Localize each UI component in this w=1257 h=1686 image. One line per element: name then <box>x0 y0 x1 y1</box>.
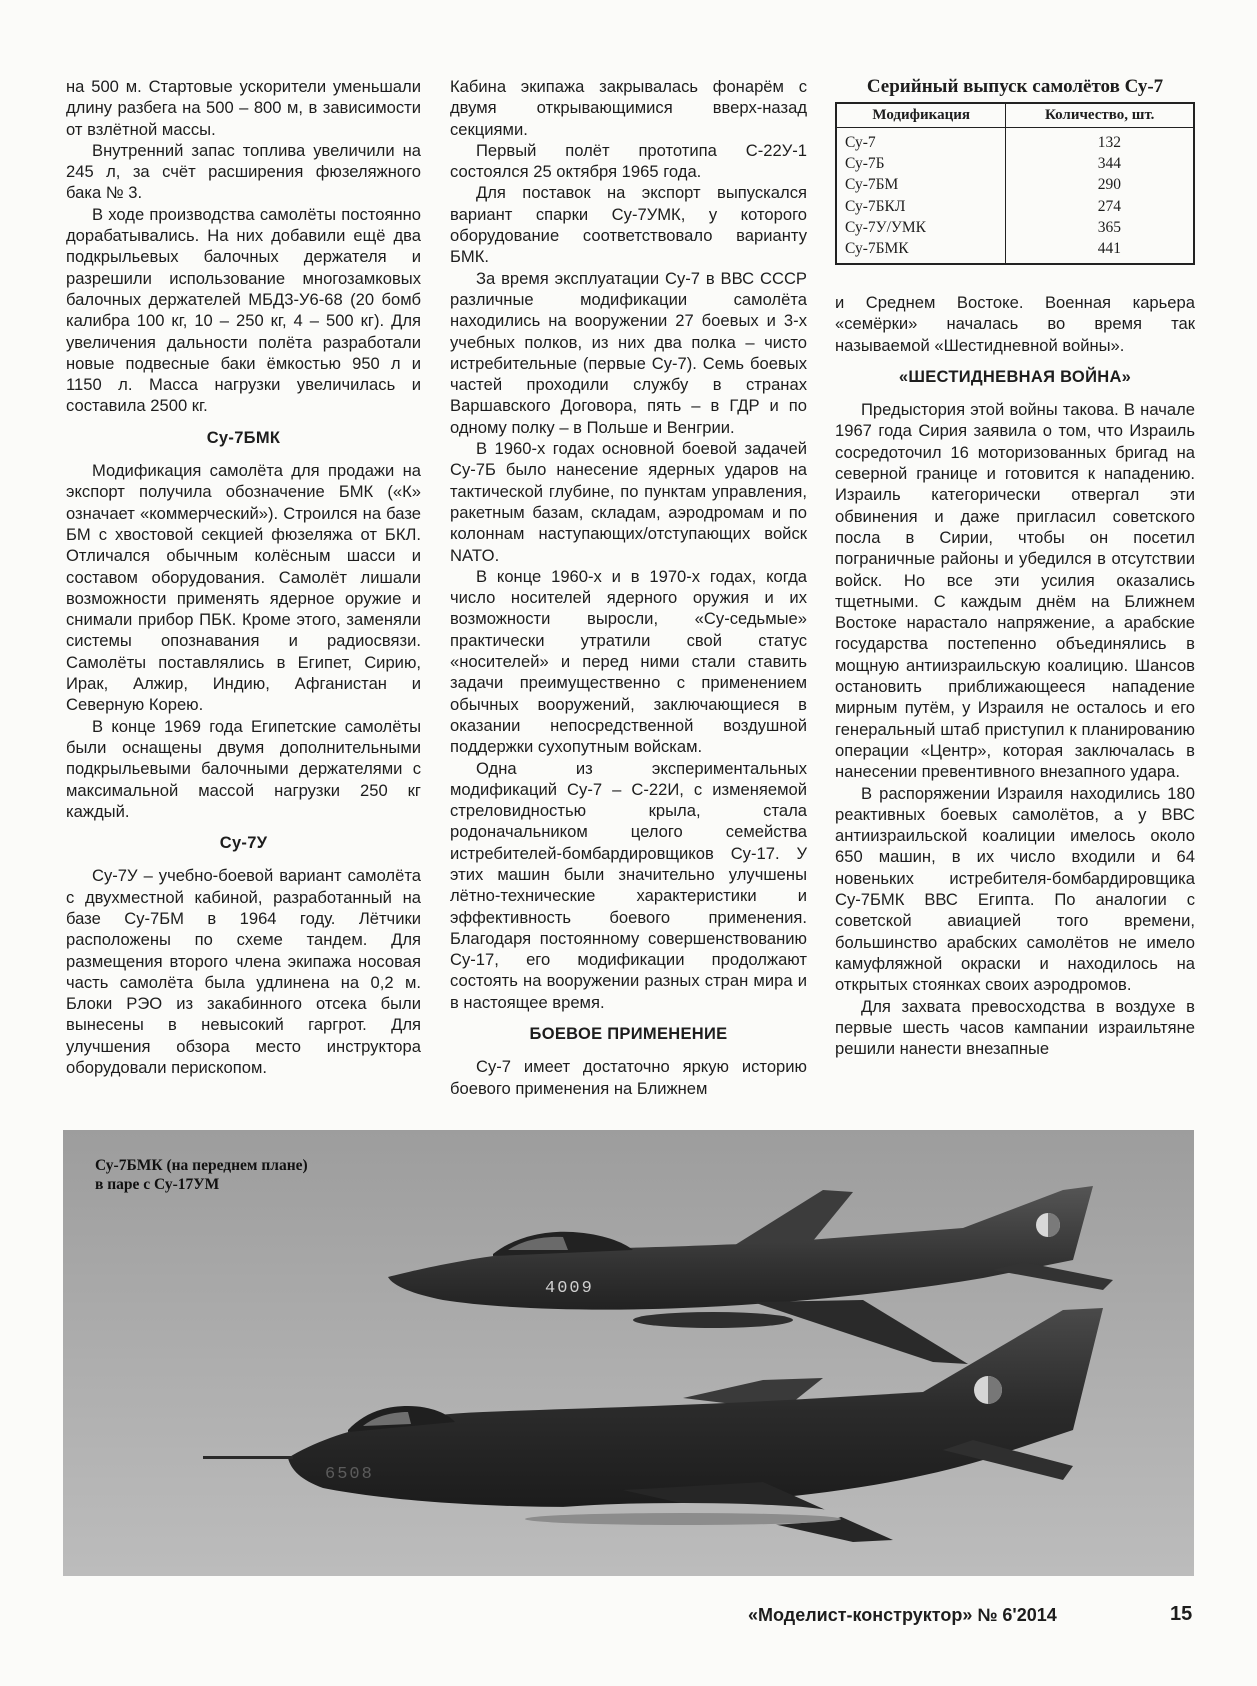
table-title: Серийный выпуск самолётов Су-7 <box>866 76 1164 97</box>
paragraph: Первый полёт прототипа С-22У-1 состоялся 25 октября 1965 года. <box>450 140 807 182</box>
paragraph: В 1960-х годах основной боевой задачей Су-7Б было нанесение ядерных ударов на тактической глубине, по пунктам управления, ракетным базам, складам, аэродромам и по колоннам наступающих/отступающих войск NATO. <box>450 439 807 565</box>
paragraph: В распоряжении Израиля находились 180 реактивных боевых самолётов, а у ВВС антиизраильской коалиции имелось около 650 машин, в их число входили и 64 новеньких истребителя-бомбардировщика Су-7БМК ВВС Египта. По аналогии с советской авиацией того времени, большинство арабских самолётов не имело камуфляжной окраски и находилось на открытых стоянках своих аэродромов. <box>835 783 1195 995</box>
table-cell: 290 <box>1097 176 1121 194</box>
table-row <box>836 217 1194 238</box>
table-header-quantity: Количество, шт. <box>1006 103 1194 128</box>
section-heading-su7bmk: Су-7БМК <box>206 428 281 447</box>
paragraph: Одна из экспериментальных модификаций Су-7 – С-22И, с изменяемой стреловидностью крыла, стала родоначальником целого семейства истребителей-бомбардировщиков Су-17. У этих машин были значительно улучшены лётно-технические характеристики и эффективность боевого применения. Благодаря постоянному совершенствованию Су-17, его модификации продолжают состоять на вооружении разных стран мира и в настоящее время. <box>450 758 807 1012</box>
caption-line: в паре с Су-17УМ <box>95 1176 220 1193</box>
table-cell: 132 <box>1097 134 1121 151</box>
serial-production-table <box>835 102 1195 265</box>
photo-caption <box>95 1156 308 1194</box>
table-cell: Су-7Б <box>836 153 1006 174</box>
paragraph: Для поставок на экспорт выпускался вариант спарки Су-7УМК, у которого оборудование соответствовало варианту БМК. <box>450 183 807 267</box>
table-cell: Су-7БКЛ <box>836 196 1006 217</box>
table-cell: 441 <box>1097 240 1121 258</box>
paragraph: и Среднем Востоке. Военная карьера «семёрки» началась во время так называемой «Шестидневной войны». <box>835 293 1195 355</box>
text-column-middle <box>450 76 807 1099</box>
paragraph: В ходе производства самолёты постоянно дорабатывались. На них добавили ещё два подкрыльевых балочных держателя и разрешили использование многозамковых балочных держателей МБД3-У6-68 (20 бомб калибра 100 кг, 10 – 250 кг, 4 – 500 кг). Для увеличения дальности полёта разработали новые подвесные баки ёмкостью 950 л и 1150 л. Масса нагрузки увеличилась и составила 2500 кг. <box>66 204 421 416</box>
table-row <box>836 196 1194 217</box>
paragraph: За время эксплуатации Су-7 в ВВС СССР различные модификации самолёта находились на вооружении 27 боевых и 3-х учебных полков, из них два полка – чисто истребительные (первые Су-7). Семь боевых частей проходили службу в странах Варшавского Договора, пять – в ГДР и по одному полку – в Польше и Венгрии. <box>450 268 807 437</box>
paragraph: В конце 1969 года Египетские самолёты были оснащены двумя дополнительными подкрыльевыми балочными держателями с максимальной массой нагрузки 250 кг каждый. <box>66 716 421 821</box>
paragraph: на 500 м. Стартовые ускорители уменьшали длину разбега на 500 – 800 м, в зависимости от взлётной массы. <box>66 77 421 139</box>
table-cell: 274 <box>1097 197 1121 215</box>
table-row <box>836 174 1194 195</box>
section-heading-six-day-war: «ШЕСТИДНЕВНАЯ ВОЙНА» <box>898 367 1132 386</box>
paragraph: Предыстория этой войны такова. В начале 1967 года Сирия заявила о том, что Израиль сосредоточил 16 моторизованных бригад на северной границе и готовится к нападению. Израиль категорически отвергал эти обвинения и даже пригласил советского посла в Сирии, чтобы он посетил пограничные районы и убедился в отсутствии войск. Но все эти усилия оказались тщетными. С каждым днём на Ближнем Востоке нарастало напряжение, а арабские государства постепенно объединялись в мощную антиизраильскую коалицию. Шансов остановить приближающееся нападение мирным путём, у Израиля не осталось и его генеральный штаб приступил к планированию операции «Центр», которая заключалась в нанесении превентивного внезапного удара. <box>835 400 1195 782</box>
table-cell: Су-7БМК <box>836 238 1006 264</box>
lower-aircraft-number: 6508 <box>325 1465 374 1484</box>
page-number: 15 <box>1170 1603 1193 1625</box>
upper-aircraft-number: 4009 <box>545 1279 594 1298</box>
paragraph: Су-7У – учебно-боевой вариант самолёта с двухместной кабиной, разработанный на базе Су-7БМ в 1964 году. Лётчики расположены по схеме тандем. Для размещения второго члена экипажа носовая часть самолёта была удлинена на 0,2 м. Блоки РЭО из закабинного отсека были вынесены в невысокий гаргрот. Для улучшения обзора место инструктора оборудовали перископом. <box>66 866 421 1078</box>
table-cell: 344 <box>1097 155 1121 173</box>
table-cell: 365 <box>1097 218 1121 236</box>
text-column-right <box>835 292 1195 1059</box>
table-header-modification: Модификация <box>836 103 1006 128</box>
table-cell: Су-7 <box>836 128 1006 154</box>
paragraph: Внутренний запас топлива увеличили на 245 л, за счёт расширения фюзеляжного бака № 3. <box>66 140 421 203</box>
paragraph: Модификация самолёта для продажи на экспорт получила обозначение БМК («К» означает «коммерческий»). Строился на базе БМ с хвостовой секцией фюзеляжа от БКЛ. Отличался обычным колёсным шасси и составом оборудования. Самолёт лишали возможности применять ядерное оружие и снимали прибор ПБК. Кроме этого, заменяли системы опознавания и радиосвязи. Самолёты поставлялись в Египет, Сирию, Ирак, Алжир, Индию, Афганистан и Северную Корею. <box>66 461 421 715</box>
serial-production-table-block <box>835 76 1195 265</box>
magazine-footer: «Моделист-конструктор» № 6'2014 <box>748 1605 1057 1625</box>
table-row <box>836 238 1194 264</box>
section-heading-combat-use: БОЕВОЕ ПРИМЕНЕНИЕ <box>529 1025 728 1044</box>
paragraph: Кабина экипажа закрывалась фонарём с двумя открывающимися вверх-назад секциями. <box>450 77 807 139</box>
paragraph: В конце 1960-х и в 1970-х годах, когда число носителей ядерного оружия и их возможности выросли, «Су-седьмые» практически утратили свой статус «носителей» и перед ними стали ставить задачи преимущественно с применением обычных вооружений, заключающиеся в оказании непосредственной воздушной поддержки сухопутным войскам. <box>450 566 807 757</box>
table-cell: Су-7БМ <box>836 174 1006 195</box>
aircraft-photo <box>63 1130 1194 1576</box>
table-row <box>836 128 1194 154</box>
text-column-left <box>66 76 421 1078</box>
paragraph: Су-7 имеет достаточно яркую историю боевого применения на Ближнем <box>450 1057 807 1098</box>
section-heading-su7u: Су-7У <box>219 834 268 853</box>
paragraph: Для захвата превосходства в воздухе в первые шесть часов кампании израильтяне решили нанести внезапные <box>835 996 1195 1059</box>
table-cell: Су-7У/УМК <box>836 217 1006 238</box>
table-row <box>836 153 1194 174</box>
caption-line: Су-7БМК (на переднем плане) <box>95 1157 308 1174</box>
